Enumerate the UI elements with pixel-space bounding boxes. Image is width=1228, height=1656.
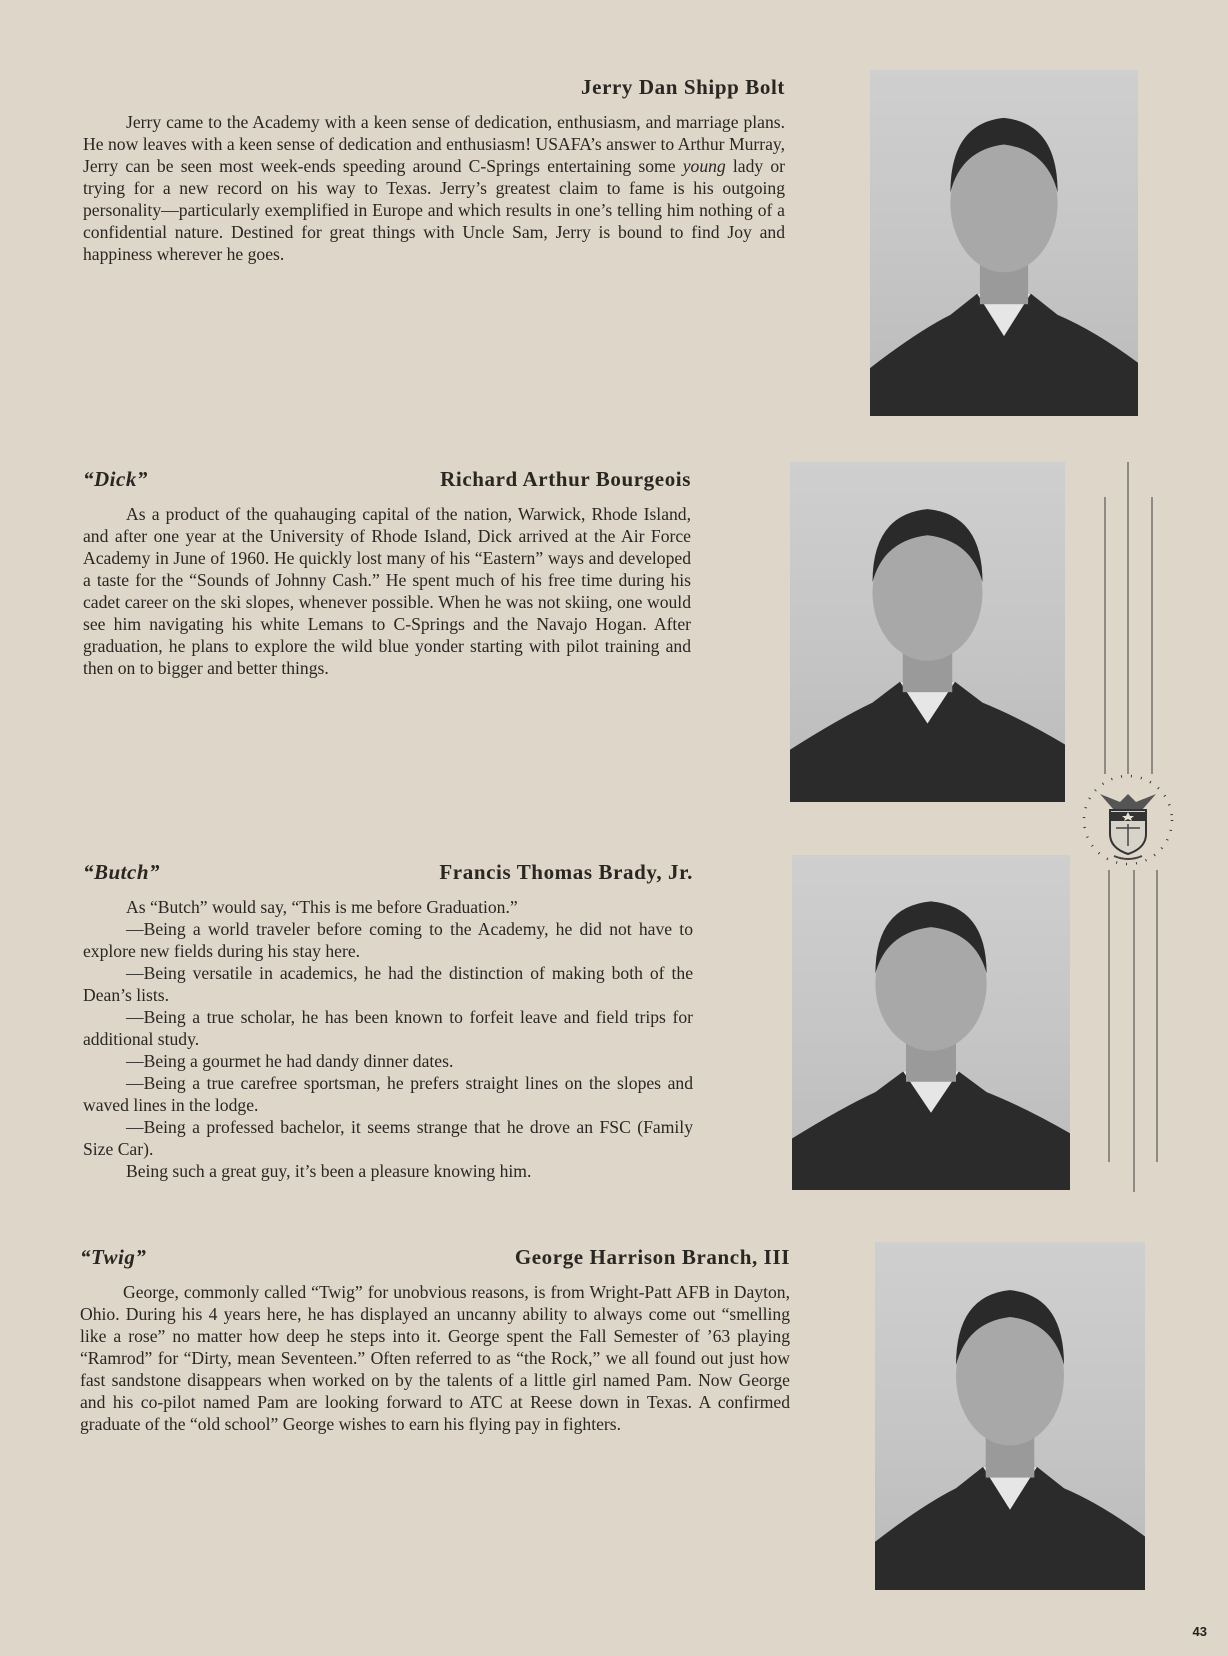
bio-text: lady or trying for a new record on his way to Texas. Jerry’s greatest claim to fame is his outgoing personality—particularly exemplified in Europe and which results in one’s telling him nothing of a confidential nature. Destined for great things with Uncle Sam, Jerry is bound to find Joy and happiness wherever he goes. bbox=[83, 156, 786, 264]
entry-bourgeois bbox=[83, 467, 691, 679]
cadet-name: Francis Thomas Brady, Jr. bbox=[439, 860, 693, 884]
decorative-rule bbox=[1151, 497, 1153, 774]
bio-line: —Being a true scholar, he has been known to forfeit leave and field trips for additional study. bbox=[83, 1007, 693, 1049]
portrait-photo bbox=[870, 70, 1138, 416]
cadet-bio: George, commonly called “Twig” for unobvious reasons, is from Wright-Patt AFB in Dayton, Ohio. During his 4 years here, he has displayed an uncanny ability to always come out “smelling like a rose” no matter how deep he steps into it. George spent the Fall Semester of ’63 playing “Ramrod” for “Dirty, mean Seventeen.” Often referred to as “the Rock,” we all found out just how fast sandstone disappears when worked on by the talents of a little girl named Pam. Now George and his co-pilot named Pam are looking forward to ATC at Reese down in Texas. A confirmed graduate of the “old school” George wishes to earn his flying pay in fighters. bbox=[80, 1282, 790, 1434]
bio-text: Jerry came to the Academy with a keen sense of dedication, enthusiasm, and marriage plans. He now leaves with a keen sense of dedication and enthusiasm! USAFA’s answer to Arthur Murray, Jerry can be seen most week-ends speeding around C-Springs entertaining some bbox=[83, 112, 785, 176]
decorative-rule bbox=[1156, 870, 1158, 1162]
portrait-photo bbox=[875, 1242, 1145, 1590]
cadet-bio: As a product of the quahauging capital of the nation, Warwick, Rhode Island, and after one year at the University of Rhode Island, Dick arrived at the Air Force Academy in June of 1960. He quickly lost many of his “Eastern” ways and developed a taste for the “Sounds of Johnny Cash.” He spent much of his free time during his cadet career on the ski slopes, whenever possible. When he was not skiing, one would see him navigating his white Lemans to C-Springs and the Navajo Hogan. After graduation, he plans to explore the wild blue yonder starting with pilot training and then on to bigger and better things. bbox=[83, 504, 691, 678]
cadet-name: Jerry Dan Shipp Bolt bbox=[581, 75, 785, 99]
bio-line: As “Butch” would say, “This is me before Graduation.” bbox=[126, 897, 518, 917]
cadet-name: Richard Arthur Bourgeois bbox=[440, 467, 691, 491]
bio-line: —Being a professed bachelor, it seems strange that he drove an FSC (Family Size Car). bbox=[83, 1117, 693, 1159]
entry-header bbox=[83, 75, 785, 105]
bio-line: Being such a great guy, it’s been a pleasure knowing him. bbox=[126, 1161, 532, 1181]
decorative-rule bbox=[1108, 870, 1110, 1162]
portrait-photo bbox=[790, 462, 1065, 802]
bio-line: —Being versatile in academics, he had the distinction of making both of the Dean’s lists. bbox=[83, 963, 693, 1005]
cadet-nickname: “Twig” bbox=[80, 1245, 147, 1269]
bio-line: —Being a gourmet he had dandy dinner dates. bbox=[126, 1051, 454, 1071]
decorative-rule bbox=[1127, 462, 1129, 774]
entry-branch bbox=[80, 1245, 790, 1435]
entry-header bbox=[83, 467, 691, 497]
entry-header bbox=[83, 860, 693, 890]
bio-emphasis: young bbox=[682, 156, 726, 176]
cadet-name: George Harrison Branch, III bbox=[514, 1245, 790, 1269]
entry-brady bbox=[83, 860, 693, 1182]
bio-line: —Being a true carefree sportsman, he prefers straight lines on the slopes and waved lines in the lodge. bbox=[83, 1073, 693, 1115]
cadet-bio bbox=[83, 111, 785, 265]
page-number: 43 bbox=[1192, 1624, 1207, 1639]
portrait-photo bbox=[792, 855, 1070, 1190]
cadet-nickname: “Butch” bbox=[83, 860, 161, 884]
decorative-rule bbox=[1104, 497, 1106, 774]
entry-bolt bbox=[83, 75, 785, 265]
decorative-rule bbox=[1133, 870, 1135, 1192]
academy-crest-icon bbox=[1080, 772, 1176, 868]
entry-header bbox=[80, 1245, 790, 1275]
cadet-bio bbox=[83, 896, 693, 1182]
cadet-nickname: “Dick” bbox=[83, 467, 148, 491]
bio-line: —Being a world traveler before coming to the Academy, he did not have to explore new fields during his stay here. bbox=[83, 919, 693, 961]
